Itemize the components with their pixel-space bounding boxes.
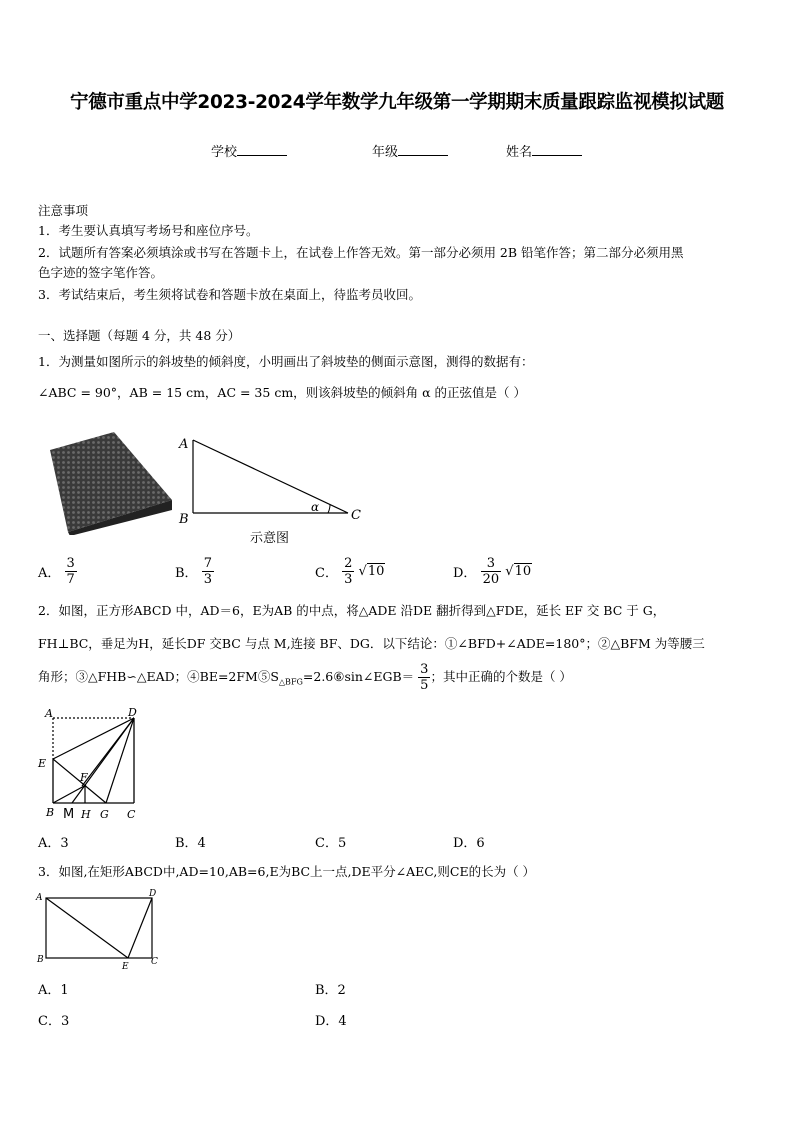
numerator: 3 [420,662,429,677]
note-item: 色字迹的签字笔作答。 [38,265,164,280]
q2-option-d[interactable]: D．6 [453,836,485,851]
grade-blank[interactable] [398,143,448,156]
fraction [342,556,354,587]
q2-square-diagram [36,703,151,828]
label-E: E [38,757,47,770]
numerator: 7 [203,556,212,571]
grade-label: 年级 [372,145,399,160]
square-root: √10 [358,564,385,579]
option-letter: D． [453,566,477,581]
fraction [202,556,214,587]
option-letter: C． [315,566,338,581]
note-item: 2．试题所有答案必须填涂或书写在答题卡上，在试卷上作答无效。第一部分必须用 2B 铅笔作答；第二部分必须用黑 [38,245,684,260]
q3-rectangle-diagram [34,888,164,973]
grade-field [372,141,448,160]
notes-heading: 注意事项 [38,203,89,218]
text-run: 角形；③△FHB∽△EAD；④BE=2FM⑤S [38,669,279,684]
radicand: 10 [514,564,532,579]
label-D: D [149,889,157,899]
denominator: 7 [66,572,75,587]
numerator: 3 [481,556,502,572]
label-A: A [179,437,189,452]
question-1-text-2: ∠ABC = 90°，AB = 15 cm，AC = 35 cm，则该斜坡垫的倾斜角 α 的正弦值是（ ） [38,385,527,400]
label-G: G [100,808,109,821]
label-B: B [46,806,55,819]
q1-option-b[interactable] [175,556,214,587]
square-root: √10 [505,564,532,579]
label-C: C [127,808,136,821]
denominator: 3 [344,572,353,587]
figure-caption: 示意图 [250,531,290,546]
q1-option-a[interactable] [38,556,77,587]
question-3-text: 3．如图,在矩形ABCD中,AD=10,AB=6,E为BC上一点,DE平分∠AEC,则CE的长为（ ） [38,864,536,879]
q2-option-c[interactable]: C．5 [315,836,347,851]
text-run: =2.6⑥sin∠EGB＝ [302,669,415,684]
label-C: C [151,957,158,967]
numerator: 3 [66,556,75,571]
label-C: C [351,508,361,523]
name-label: 姓名 [506,145,533,160]
page-title: 宁德市重点中学2023-2024学年数学九年级第一学期期末质量跟踪监视模拟试题 [70,92,724,113]
slope-pad-image [46,430,176,535]
question-2-text-3 [38,662,572,693]
q3-option-a[interactable]: A．1 [38,983,69,998]
note-item: 3．考试结束后，考生须将试卷和答题卡放在桌面上，待监考员收回。 [38,287,421,302]
numerator: 2 [344,556,353,571]
subscript: △BFG [278,677,303,687]
fraction [418,662,430,693]
question-1-text: 1．为测量如图所示的斜坡垫的倾斜度，小明画出了斜坡垫的侧面示意图，测得的数据有： [38,354,534,369]
q3-option-b[interactable]: B．2 [315,983,346,998]
q3-option-d[interactable]: D．4 [315,1014,347,1029]
label-alpha: α [311,500,320,514]
label-A: A [36,893,43,903]
text-run: ；其中正确的个数是（ ） [430,669,572,684]
q1-option-c[interactable] [315,556,385,587]
school-field [211,141,287,160]
label-A: A [45,707,53,720]
label-B: B [37,955,44,965]
denominator: 3 [203,572,212,587]
school-label: 学校 [211,145,238,160]
label-D: D [128,706,137,719]
q2-option-a[interactable]: A．3 [38,836,69,851]
name-field [506,141,582,160]
label-M: M [63,807,75,822]
option-letter: A． [38,566,61,581]
label-B: B [179,512,189,527]
note-item: 1．考生要认真填写考场号和座位序号。 [38,223,259,238]
section-heading: 一、选择题（每题 4 分，共 48 分） [38,328,241,343]
fraction [481,556,502,587]
q1-triangle-diagram [176,430,376,550]
denominator: 20 [482,572,500,587]
denominator: 5 [420,678,429,693]
q2-option-b[interactable]: B．4 [175,836,206,851]
label-H: H [81,808,91,821]
label-F: F [80,771,88,784]
name-blank[interactable] [532,143,582,156]
q1-option-d[interactable] [453,556,532,587]
question-2-text-2: FH⊥BC，垂足为H，延长DF 交BC 与点 M,连接 BF、DG．以下结论：①∠BFD+∠ADE=180°；②△BFM 为等腰三 [38,636,705,651]
radicand: 10 [367,564,385,579]
label-E: E [122,962,129,972]
school-blank[interactable] [237,143,287,156]
fraction [65,556,77,587]
option-letter: B． [175,566,198,581]
question-2-text: 2．如图，正方形ABCD 中，AD＝6，E为AB 的中点，将△ADE 沿DE 翻折得到△FDE，延长 EF 交 BC 于 G， [38,603,666,618]
q3-option-c[interactable]: C．3 [38,1014,70,1029]
